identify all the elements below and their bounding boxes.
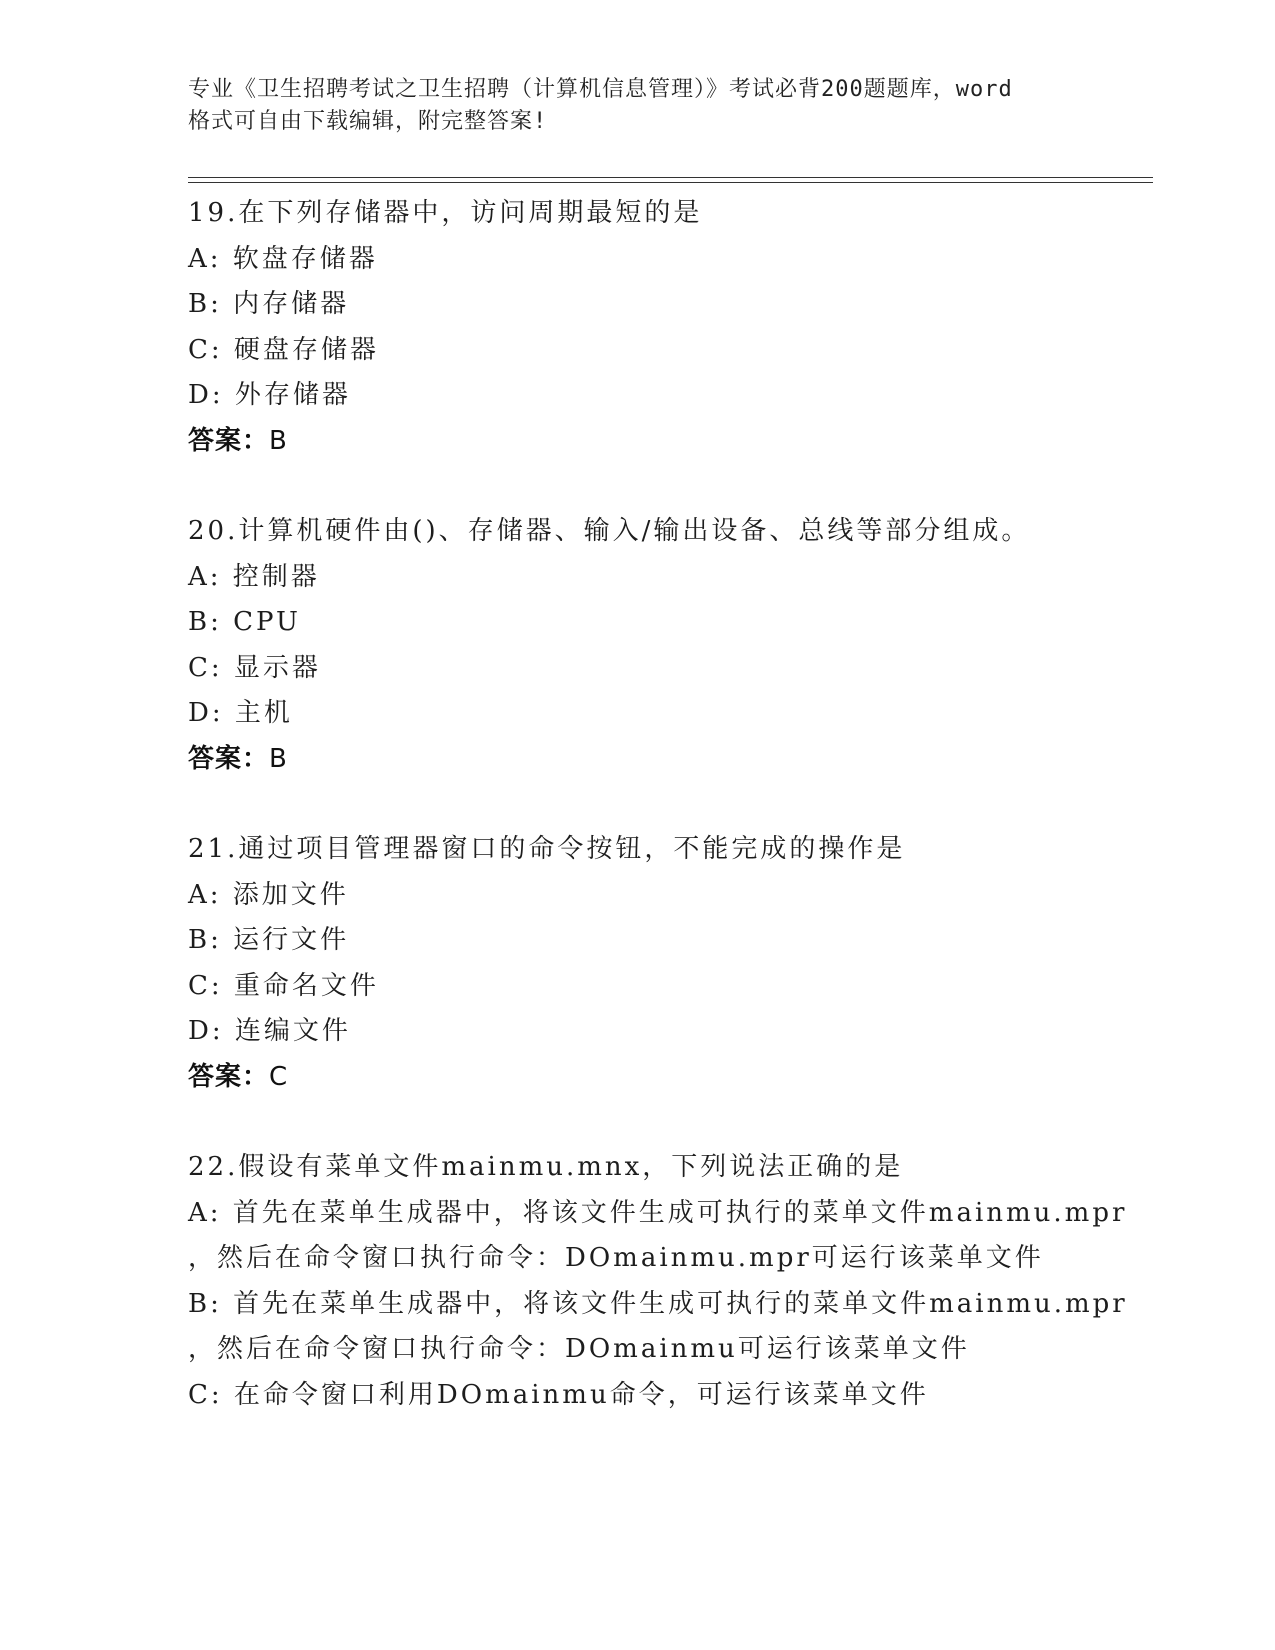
answer-label: 答案： [188, 425, 270, 456]
option-b: B: 内存储器 [188, 289, 350, 319]
option-a: A: 控制器 [188, 561, 320, 592]
option-a: A: 首先在菜单生成器中，将该文件生成可执行的菜单文件mainmu.mpr [188, 1197, 1128, 1228]
answer-line [188, 419, 1108, 465]
question-stem: 22.假设有菜单文件mainmu.mnx，下列说法正确的是 [188, 1152, 904, 1182]
question-list [188, 191, 1128, 1463]
header-line-2: 格式可自由下载编辑，附完整答案! [188, 109, 548, 134]
answer-line [188, 737, 1108, 783]
option-b-continued: ，然后在命令窗口执行命令：DOmainmu可运行该菜单文件 [188, 1334, 970, 1364]
answer-line [188, 1055, 1108, 1101]
question-19 [188, 191, 1108, 464]
question-21 [188, 827, 1108, 1100]
option-b: B: 首先在菜单生成器中，将该文件生成可执行的菜单文件mainmu.mpr [188, 1288, 1128, 1319]
answer-value: C [269, 1061, 289, 1092]
option-c: C: 在命令窗口利用DOmainmu命令，可运行该菜单文件 [188, 1379, 929, 1410]
option-b: B: 运行文件 [188, 925, 350, 955]
question-stem: 19.在下列存储器中，访问周期最短的是 [188, 198, 703, 228]
question-20 [188, 509, 1108, 782]
option-a: A: 添加文件 [188, 879, 349, 910]
option-c: C: 显示器 [188, 652, 321, 683]
option-d: D: 外存储器 [188, 380, 351, 410]
question-stem: 20.计算机硬件由()、存储器、输入/输出设备、总线等部分组成。 [188, 516, 1031, 546]
header-divider-top [188, 177, 1153, 178]
option-d: D: 连编文件 [188, 1016, 351, 1046]
header-divider-bottom [188, 182, 1153, 183]
answer-value: B [269, 425, 288, 456]
answer-label: 答案： [188, 743, 270, 774]
option-b: B: CPU [188, 607, 301, 637]
answer-value: B [269, 743, 288, 774]
header-line-1: 专业《卫生招聘考试之卫生招聘（计算机信息管理）》考试必背200题题库，word [188, 77, 1013, 102]
option-c: C: 硬盘存储器 [188, 334, 379, 365]
question-22 [188, 1145, 1128, 1418]
question-stem: 21.通过项目管理器窗口的命令按钮，不能完成的操作是 [188, 834, 906, 864]
option-a-continued: ，然后在命令窗口执行命令：DOmainmu.mpr可运行该菜单文件 [188, 1243, 1044, 1273]
document-header [188, 74, 1088, 138]
answer-label: 答案： [188, 1061, 270, 1092]
option-a: A: 软盘存储器 [188, 243, 378, 274]
option-c: C: 重命名文件 [188, 970, 379, 1001]
option-d: D: 主机 [188, 698, 293, 728]
